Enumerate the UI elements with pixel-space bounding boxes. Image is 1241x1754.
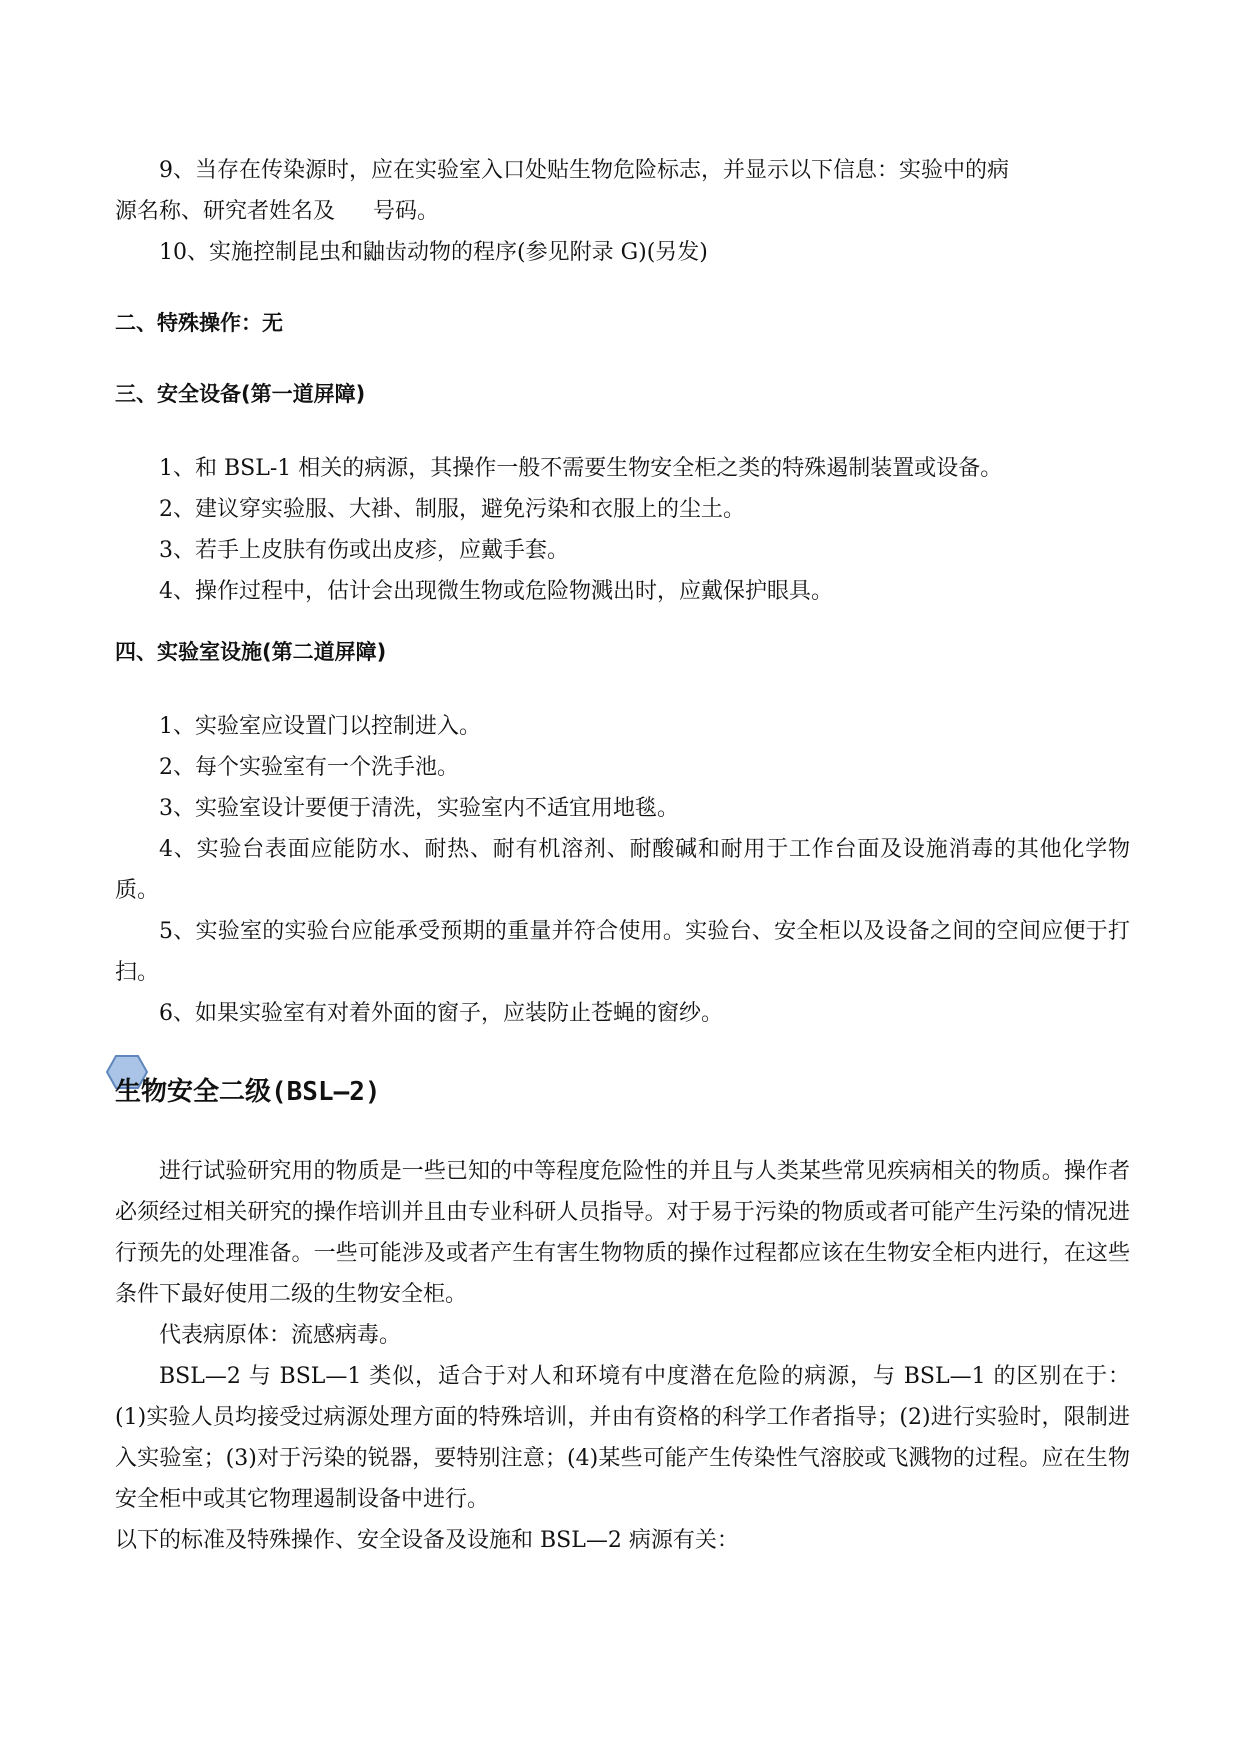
list-item: 2、建议穿实验服、大褂、制服，避免污染和衣服上的尘土。 — [159, 497, 745, 522]
list-item: 4、实验台表面应能防水、耐热、耐有机溶剂、耐酸碱和耐用于工作台面及设施消毒的其他化学物质。 — [115, 837, 1130, 903]
list-item: 3、实验室设计要便于清洗，实验室内不适宜用地毯。 — [159, 796, 679, 821]
list-item: 6、如果实验室有对着外面的窗子，应装防止苍蝇的窗纱。 — [159, 1001, 723, 1026]
list-item-9-line1: 9、当存在传染源时，应在实验室入口处贴生物危险标志，并显示以下信息：实验中的病 — [159, 158, 1009, 183]
section-title-bsl2: 生物安全二级(BSL—2) — [115, 1077, 381, 1107]
bsl2-paragraph-3: BSL—2 与 BSL—1 类似，适合于对人和环境有中度潜在危险的病源，与 BSL—1 的区别在于：(1)实验人员均接受过病源处理方面的特殊培训，并由有资格的科学工作者指导；(2)进行实验时，限制进入实验室；(3)对于污染的锐器，要特别注意；(4)某些可能产生传染性气溶胶或飞溅物的过程。应在生物安全柜中或其它物理遏制设备中进行。 — [115, 1364, 1130, 1512]
list-item: 4、操作过程中，估计会出现微生物或危险物溅出时，应戴保护眼具。 — [159, 579, 833, 604]
bsl2-paragraph-1: 进行试验研究用的物质是一些已知的中等程度危险性的并且与人类某些常见疾病相关的物质。操作者必须经过相关研究的操作培训并且由专业科研人员指导。对于易于污染的物质或者可能产生污染的情况进行预先的处理准备。一些可能涉及或者产生有害生物物质的操作过程都应该在生物安全柜内进行，在这些条件下最好使用二级的生物安全柜。 — [115, 1159, 1130, 1307]
bsl2-paragraph-4: 以下的标准及特殊操作、安全设备及设施和 BSL—2 病源有关： — [115, 1528, 739, 1553]
section-heading-special-operations: 二、特殊操作：无 — [115, 311, 283, 335]
list-item: 1、实验室应设置门以控制进入。 — [159, 714, 481, 739]
list-item-10: 10、实施控制昆虫和鼬齿动物的程序(参见附录 G)(另发) — [159, 240, 708, 265]
section-heading-lab-facilities: 四、实验室设施(第二道屏障) — [115, 640, 387, 664]
list-item: 2、每个实验室有一个洗手池。 — [159, 755, 459, 780]
list-item-9-line2a: 源名称、研究者姓名及 — [115, 199, 336, 224]
list-item: 1、和 BSL-1 相关的病源，其操作一般不需要生物安全柜之类的特殊遏制装置或设备。 — [159, 456, 1003, 481]
bsl2-paragraph-2: 代表病原体：流感病毒。 — [159, 1323, 402, 1348]
list-item-9 — [115, 150, 1130, 232]
document-body — [115, 150, 1130, 1561]
list-item: 5、实验室的实验台应能承受预期的重量并符合使用。实验台、安全柜以及设备之间的空间应便于打扫。 — [115, 919, 1130, 985]
section-heading-safety-equipment: 三、安全设备(第一道屏障) — [115, 382, 366, 406]
list-item: 3、若手上皮肤有伤或出皮疹，应戴手套。 — [159, 538, 569, 563]
list-item-9-line2b: 号码。 — [373, 199, 440, 224]
bsl2-title-block — [115, 1054, 1130, 1118]
